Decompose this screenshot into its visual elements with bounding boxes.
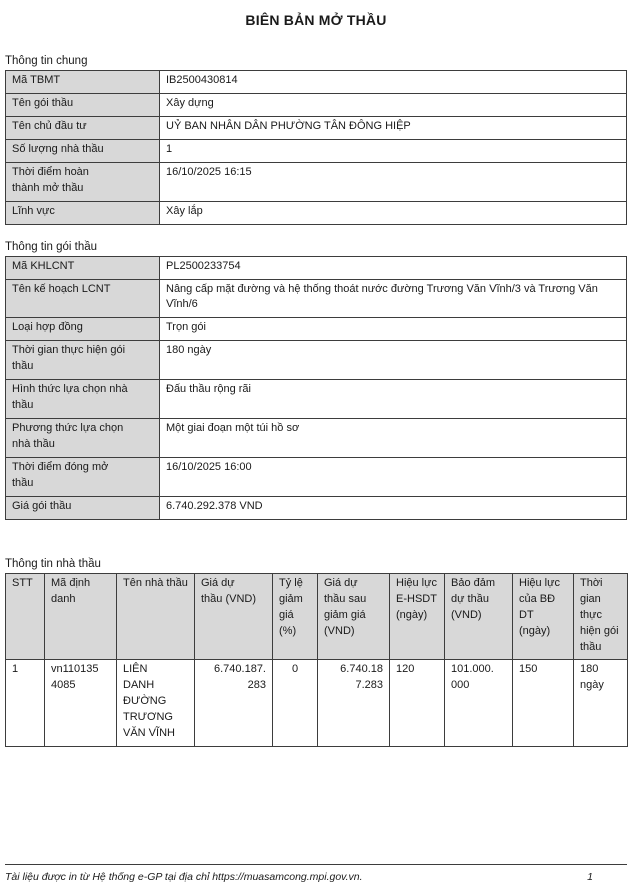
- table-row: [6, 71, 627, 94]
- section-heading-package: Thông tin gói thầu: [5, 240, 98, 253]
- row-value-cell: [160, 256, 627, 279]
- bidder-duration-cell: [574, 660, 628, 747]
- section-heading-bidders: Thông tin nhà thầu: [5, 557, 101, 570]
- col-header-hieu-luc-bddt: [513, 573, 574, 660]
- document-footer: [5, 864, 627, 883]
- bidder-stt-cell: [6, 660, 45, 747]
- bidder-stt: 1: [12, 663, 19, 676]
- bidder-name: LIÊN DANH ĐƯỜNG TRƯƠNG VĂN VĨNH: [123, 663, 175, 740]
- row-label-cell: [6, 496, 160, 519]
- row-label: Giá gói thầu: [12, 499, 72, 512]
- col-header-stt: [6, 573, 45, 660]
- row-label-cell: [6, 139, 160, 162]
- row-label: Mã TBMT: [12, 74, 61, 86]
- table-row: [6, 496, 627, 519]
- col-header-ma-dinh-danh: [45, 573, 117, 660]
- col-header-hieu-luc-ehsdt: [390, 573, 445, 660]
- bidder-guarantee-validity: 150: [519, 663, 538, 676]
- row-label: Lĩnh vực: [12, 204, 55, 217]
- table-row: [6, 419, 627, 458]
- row-value: Nâng cấp mặt đường và hệ thống thoát nước đường Trương Văn Vĩnh/3 và Trương Văn Vĩnh/6: [166, 282, 598, 311]
- row-value-cell: [160, 139, 627, 162]
- bidder-id-cell: [45, 660, 117, 747]
- table-row: [6, 341, 627, 380]
- bidder-guarantee: 101.000.000: [451, 663, 494, 692]
- row-value: Một giai đoạn một túi hồ sơ: [166, 422, 300, 435]
- bidders-header-row: [6, 573, 628, 660]
- row-label: Thời điểm đóng mở thầu: [12, 460, 109, 489]
- row-value-cell: [160, 93, 627, 116]
- row-value-cell: [160, 116, 627, 139]
- row-label: Mã KHLCNT: [12, 259, 75, 272]
- row-value: UỶ BAN NHÂN DÂN PHƯỜNG TÂN ĐÔNG HIỆP: [166, 119, 411, 132]
- col-header-ty-le-giam-gia: [273, 573, 318, 660]
- row-value: Xây lắp: [166, 204, 203, 217]
- row-label-cell: [6, 341, 160, 380]
- bidder-guarantee-cell: [445, 660, 513, 747]
- row-label: Loại hợp đồng: [12, 321, 83, 334]
- col-header-gia-sau-giam-gia: [318, 573, 390, 660]
- row-value-cell: [160, 318, 627, 341]
- bidder-row: [6, 660, 628, 747]
- table-row: [6, 256, 627, 279]
- row-value: 180 ngày: [166, 344, 212, 357]
- bidder-duration: 180 ngày: [580, 663, 604, 692]
- row-label-cell: [6, 419, 160, 458]
- col-header-label: Hiệu lực E-HSDT (ngày): [396, 576, 437, 621]
- table-row: [6, 162, 627, 201]
- row-value: Xây dựng: [166, 96, 214, 109]
- col-header-label: Mã định danh: [51, 576, 91, 605]
- col-header-label: Hiệu lực của BĐ DT (ngày): [519, 576, 560, 637]
- col-header-label: Tỷ lệ giảm giá (%): [279, 576, 303, 637]
- row-label-cell: [6, 457, 160, 496]
- col-header-label: Giá dự thầu sau giảm giá (VND): [324, 576, 367, 637]
- document-title: BIÊN BẢN MỞ THẦU: [245, 12, 387, 28]
- row-value-cell: [160, 380, 627, 419]
- col-header-bao-dam-du-thau: [445, 573, 513, 660]
- bidder-ehsdt-validity-cell: [390, 660, 445, 747]
- row-label: Hình thức lựa chọn nhà thầu: [12, 383, 128, 412]
- footer-note: Tài liệu được in từ Hệ thống e-GP tại địa chỉ https://muasamcong.mpi.gov.vn.: [5, 871, 363, 883]
- row-value-cell: [160, 162, 627, 201]
- col-header-label: Bảo đảm dự thầu (VND): [451, 576, 496, 621]
- row-label-cell: [6, 162, 160, 201]
- row-value: PL2500233754: [166, 259, 241, 272]
- row-label: Thời điểm hoàn thành mở thầu: [12, 165, 89, 194]
- row-value: 16/10/2025 16:15: [166, 165, 252, 178]
- row-label: Tên kế hoạch LCNT: [12, 282, 111, 295]
- bidder-bid-price-after-discount-cell: [318, 660, 390, 747]
- table-row: [6, 380, 627, 419]
- col-header-label: STT: [12, 576, 33, 589]
- table-row: [6, 93, 627, 116]
- table-row: [6, 116, 627, 139]
- row-value: 1: [166, 142, 173, 155]
- row-label-cell: [6, 380, 160, 419]
- row-label-cell: [6, 93, 160, 116]
- row-label-cell: [6, 279, 160, 318]
- row-label: Tên chủ đầu tư: [12, 119, 87, 132]
- col-header-thoi-gian: [574, 573, 628, 660]
- section-heading-general: Thông tin chung: [5, 55, 88, 67]
- row-label-cell: [6, 201, 160, 224]
- table-row: [6, 201, 627, 224]
- col-header-gia-du-thau: [195, 573, 273, 660]
- table-row: [6, 318, 627, 341]
- row-value: Trọn gói: [166, 321, 206, 334]
- bidder-discount: 0: [291, 663, 299, 676]
- row-value-cell: [160, 341, 627, 380]
- row-label-cell: [6, 71, 160, 94]
- row-value-cell: [160, 279, 627, 318]
- col-header-label: Thời gian thực hiện gói thầu: [580, 576, 619, 653]
- table-row: [6, 279, 627, 318]
- bidder-id: vn1101354085: [51, 663, 99, 692]
- row-label-cell: [6, 256, 160, 279]
- bidder-bid-price-after-discount: 6.740.187.283: [340, 663, 383, 692]
- table-row: [6, 139, 627, 162]
- page-number: 1: [587, 871, 593, 883]
- bidder-ehsdt-validity: 120: [396, 663, 415, 676]
- table-row: [6, 457, 627, 496]
- bidder-bid-price-cell: [195, 660, 273, 747]
- bidder-discount-cell: [273, 660, 318, 747]
- row-value-cell: [160, 201, 627, 224]
- bidders-table: [5, 573, 628, 747]
- row-label: Thời gian thực hiện gói thầu: [12, 344, 126, 373]
- col-header-label: Giá dự thầu (VND): [201, 576, 257, 605]
- row-value: 16/10/2025 16:00: [166, 460, 252, 473]
- row-label: Phương thức lựa chọn nhà thầu: [12, 422, 124, 450]
- col-header-label: Tên nhà thầu: [123, 576, 188, 589]
- bidder-guarantee-validity-cell: [513, 660, 574, 747]
- row-label: Tên gói thầu: [12, 96, 74, 109]
- bidder-bid-price: 6.740.187.283: [214, 663, 266, 692]
- bidder-name-cell: [117, 660, 195, 747]
- row-label-cell: [6, 116, 160, 139]
- row-value-cell: [160, 457, 627, 496]
- row-value: Đấu thầu rộng rãi: [166, 383, 251, 396]
- row-value: IB2500430814: [166, 74, 238, 86]
- row-value: 6.740.292.378 VND: [166, 499, 263, 512]
- row-value-cell: [160, 71, 627, 94]
- row-value-cell: [160, 496, 627, 519]
- package-info-table: [5, 256, 627, 520]
- row-value-cell: [160, 419, 627, 458]
- general-info-table: [5, 70, 627, 225]
- row-label-cell: [6, 318, 160, 341]
- row-label: Số lượng nhà thầu: [12, 142, 104, 155]
- col-header-ten-nha-thau: [117, 573, 195, 660]
